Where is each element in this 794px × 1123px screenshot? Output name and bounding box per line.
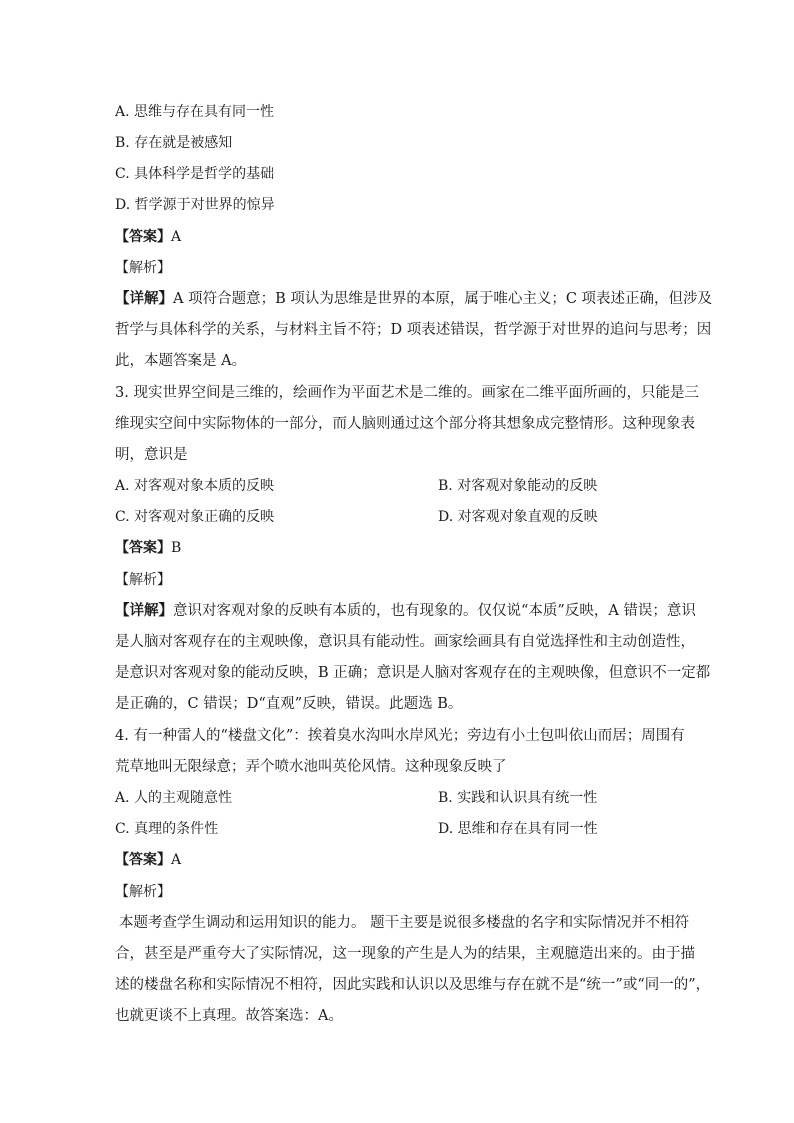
answer-value: B: [171, 540, 182, 556]
q3-stem-line-3: 明，意识是: [115, 447, 188, 463]
q3-option-c: C. 对客观对象正确的反映: [115, 509, 275, 525]
q4-option-c: C. 真理的条件性: [115, 821, 219, 837]
detail-text: 意识对客观对象的反映有本质的，也有现象的。仅仅说“本质”反映，A 错误；意识: [173, 603, 696, 619]
q3-stem-line-2: 维现实空间中实际物体的一部分，而人脑则通过这个部分将其想象成完整情形。这种现象表: [115, 416, 695, 432]
prev-detail-line-2: 哲学与具体科学的关系，与材料主旨不符；D 项表述错误，哲学源于对世界的追问与思考；因: [115, 322, 712, 338]
prev-option-d: D. 哲学源于对世界的惊异: [115, 197, 275, 213]
q4-option-b: B. 实践和认识具有统一性: [438, 790, 598, 806]
q4-detail-line-4: 也就更谈不上真理。故答案选：A。: [115, 1008, 343, 1024]
q4-option-a: A. 人的主观随意性: [115, 790, 233, 806]
prev-answer: [115, 227, 181, 247]
q4-answer: [115, 850, 181, 870]
detail-tag: 【详解】: [115, 602, 173, 619]
detail-tag: 【详解】: [115, 290, 173, 307]
prev-detail-line-3: 此，本题答案是 A。: [115, 353, 247, 369]
prev-option-c: C. 具体科学是哲学的基础: [115, 166, 275, 182]
q3-analysis-tag: 【解析】: [115, 572, 171, 588]
prev-analysis-tag: 【解析】: [115, 260, 171, 276]
q3-option-a: A. 对客观对象本质的反映: [115, 478, 275, 494]
q4-detail-line-2: 合，甚至是严重夸大了实际情况，这一现象的产生是人为的结果，主观臆造出来的。由于描: [115, 946, 695, 962]
detail-text: A 项符合题意；B 项认为思维是世界的本原，属于唯心主义；C 项表述正确，但涉及: [173, 291, 713, 307]
q3-option-d: D. 对客观对象直观的反映: [438, 509, 598, 525]
prev-option-a: A. 思维与存在具有同一性: [115, 104, 275, 120]
q3-detail-line-3: 是意识对客观对象的能动反映，B 正确；意识是人脑对客观存在的主观映像，但意识不一定都: [115, 665, 711, 681]
answer-tag: 【答案】: [115, 229, 171, 245]
q3-detail-line-4: 是正确的，C 错误；D“直观”反映，错误。此题选 B。: [115, 696, 463, 712]
q4-stem-line-1: 4. 有一种雷人的“楼盘文化”：挨着臭水沟叫水岸风光；旁边有小土包叫依山而居；周围有: [115, 728, 685, 744]
q3-answer: [115, 538, 181, 558]
q3-detail-line-2: 是人脑对客观存在的主观映像，意识具有能动性。画家绘画具有自觉选择性和主动创造性，: [115, 634, 695, 650]
q4-option-d: D. 思维和存在具有同一性: [438, 821, 598, 837]
answer-tag: 【答案】: [115, 852, 171, 868]
q3-detail-line-1: [115, 601, 696, 621]
q4-stem-line-2: 荒草地叫无限绿意；弄个喷水池叫英伦风情。这种现象反映了: [115, 759, 507, 775]
q4-detail-line-3: 述的楼盘名称和实际情况不相符，因此实践和认识以及思维与存在就不是“统一”或“同一的”，: [115, 977, 711, 993]
answer-value: A: [171, 229, 182, 245]
answer-value: A: [171, 852, 182, 868]
prev-detail-line-1: [115, 289, 712, 309]
q3-option-b: B. 对客观对象能动的反映: [438, 478, 598, 494]
prev-option-b: B. 存在就是被感知: [115, 135, 233, 151]
q4-detail-line-1: 本题考查学生调动和运用知识的能力。 题干主要是说很多楼盘的名字和实际情况并不相符: [119, 915, 690, 931]
q4-analysis-tag: 【解析】: [115, 884, 171, 900]
answer-tag: 【答案】: [115, 540, 171, 556]
q3-stem-line-1: 3. 现实世界空间是三维的，绘画作为平面艺术是二维的。画家在二维平面所画的，只能是三: [115, 385, 699, 401]
